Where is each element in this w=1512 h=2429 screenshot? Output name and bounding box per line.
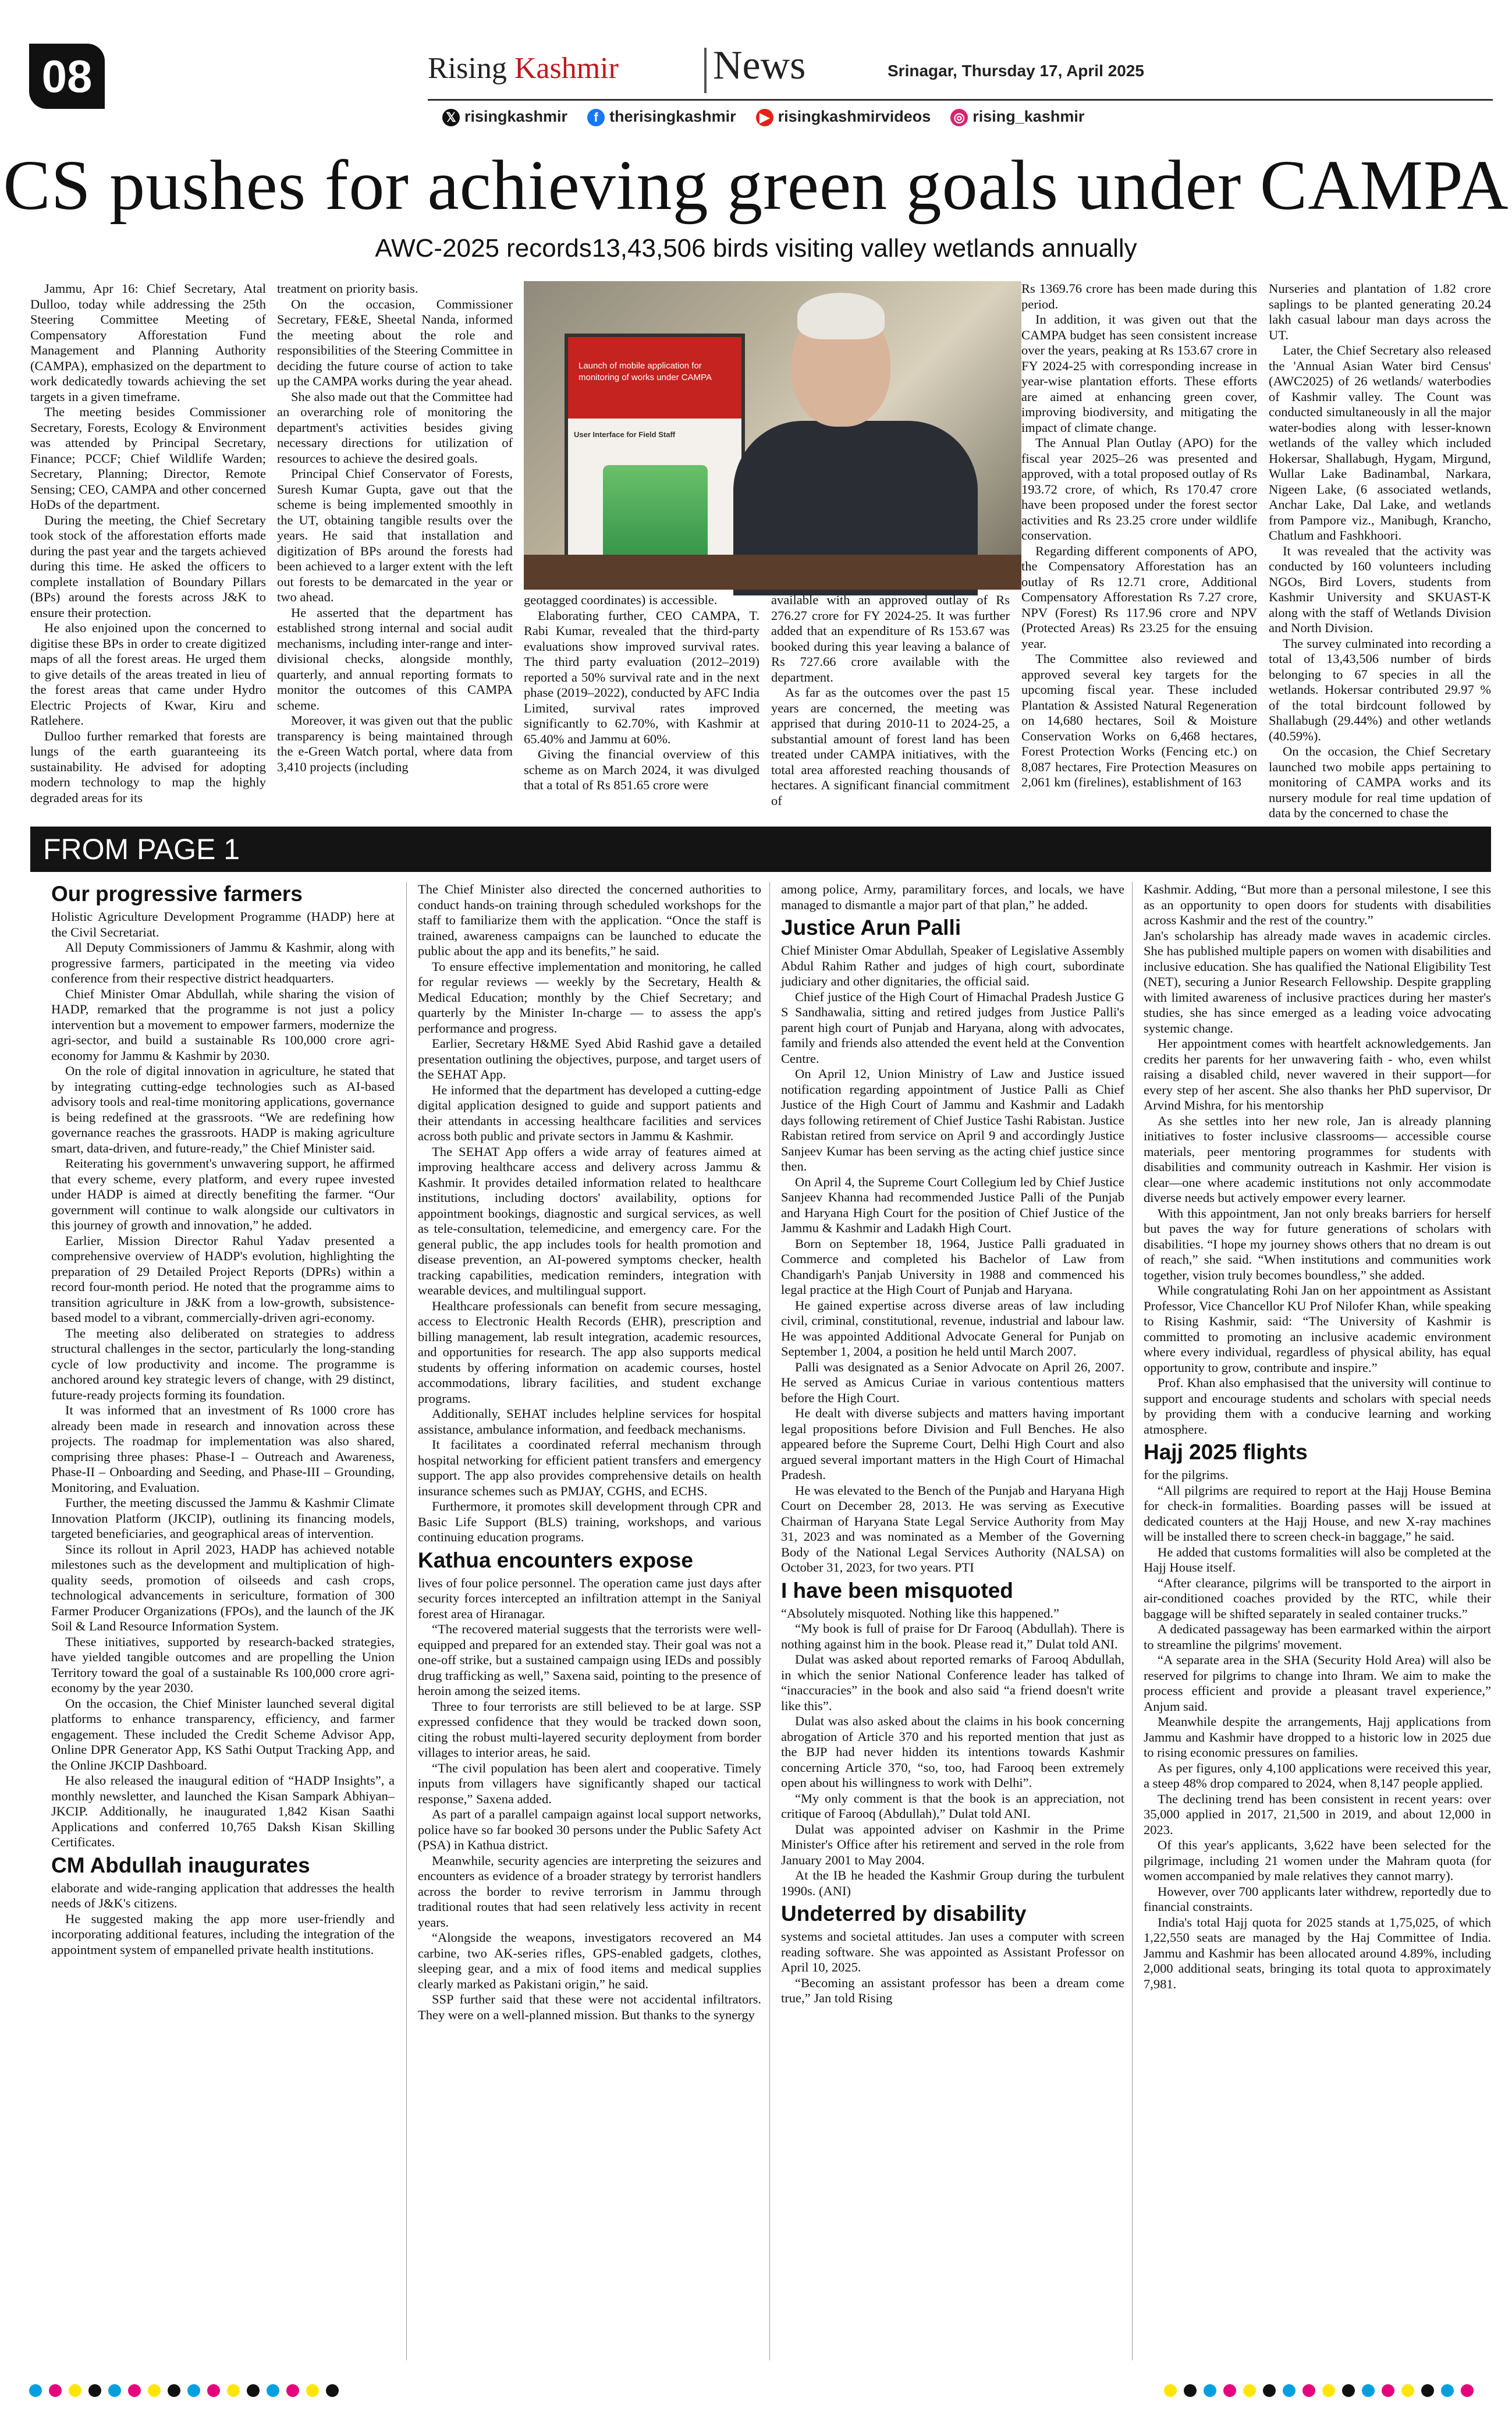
color-swatch [1421, 2384, 1434, 2397]
paragraph: systems and societal attitudes. Jan uses a computer with screen reading software. She was appointed as Assistant Professor on April 10, 2025. [781, 1929, 1124, 1974]
story-title-misquoted: I have been misquoted [781, 1578, 1013, 1602]
lead-column-3 [524, 593, 759, 793]
color-swatch [148, 2384, 161, 2397]
paragraph: Healthcare professionals can benefit from secure messaging, access to Electronic Health Records (EHR), prescription and billing management, lab result integration, academic resources, and opportunities for research. The app also supports medical students by offering information on academic courses, hostel accommodations, library facilities, and student exchange programs. [418, 1298, 761, 1406]
lead-subhead: AWC-2025 records13,43,506 birds visiting valley wetlands annually [375, 234, 1137, 263]
paragraph: elaborate and wide-ranging application that addresses the health needs of J&K's citizens. [51, 1880, 395, 1910]
paragraph: On April 12, Union Ministry of Law and Justice issued notification regarding appointment of Justice Palli as Chief Justice of the High Court of Jammu and Kashmir and Ladakh days following retirement of Chief Justice Tashi Rabistan. Justice Rabistan retired from service on April 9 and accordingly Justice Sanjeev Kumar has been serving as the acting chief justice since then. [781, 1066, 1124, 1173]
color-swatch [267, 2384, 279, 2397]
color-swatch [1204, 2384, 1216, 2397]
paragraph: The Annual Plan Outlay (APO) for the fiscal year 2025–26 was presented and approved, with a total proposed outlay of Rs 193.72 crore, of which, Rs 170.47 crore have been proposed under the forest sector activities and Rs 23.25 crore under wildlife conservation. [1021, 435, 1257, 542]
color-swatch [49, 2384, 62, 2397]
paragraph: Chief justice of the High Court of Himachal Pradesh Justice G S Sandhawalia, sitting and retired judges from Justice Palli's parent high court of Punjab and Haryana, along with advocates, family and friends also attended the event held at the Convention Centre. [781, 989, 1124, 1066]
social-item[interactable] [950, 105, 1084, 128]
paragraph: He added that customs formalities will also be completed at the Hajj House itself. [1144, 1544, 1491, 1575]
story-body-misquoted [781, 1606, 1124, 1899]
paragraph: Jan's scholarship has already made waves in academic circles. She has published multiple papers on women with disabilities and inclusive education. She has qualified the National Eligibility Test (NET), securing a Junior Research Fellowship. Despite grappling with limited awareness of inclusive practices during her master's studies, she has since emerged as a leading voice advocating systemic change. [1144, 928, 1491, 1036]
color-swatch [247, 2384, 260, 2397]
masthead-divider [704, 48, 707, 93]
paragraph: “My only comment is that the book is an appreciation, not critique of Farooq (Abdullah),” Dulat told ANI. [781, 1790, 1124, 1821]
story-disability-split-start: “Becoming an assistant professor has been a dream come true,” Jan told Rising [781, 1975, 1124, 2005]
story-body-disability [781, 1929, 1124, 1976]
paragraph: Chief Minister Omar Abdullah, while sharing the vision of HADP, remarked that the programme is not just a policy intervention but a movement to empower farmers, modernize the agri-sector, and build a sustainable Rs 100,000 crore agri-economy for Jammu & Kashmir by 2030. [51, 986, 395, 1063]
paragraph: Of this year's applicants, 3,622 have been selected for the pilgrimage, including 21 women under the Mahram quota (for women accompanied by male relatives they cannot marry). [1144, 1838, 1491, 1883]
color-swatch [1401, 2384, 1414, 2397]
masthead-rule [428, 99, 1493, 101]
lead-column-6 [1269, 281, 1491, 820]
paragraph: available with an approved outlay of Rs 276.27 crore for FY 2024-25. It was further added that an expenditure of Rs 153.67 was booked during this year leaving a balance of Rs 727.66 crore available with the department. [771, 593, 1010, 685]
paragraph: On the occasion, the Chief Minister launched several digital platforms to enhance transparency, efficiency, and farmer engagement. These included the Credit Scheme Advisor App, Online DPR Generator App, KS Sathi Output Tracking App, and the Online JKCIP Dashboard. [51, 1696, 395, 1772]
social-handle: risingkashmir [464, 108, 568, 125]
screen-label-top: User Interface for Field Staff [574, 430, 676, 439]
lead-column-1 [30, 281, 266, 805]
paragraph: lives of four police personnel. The operation came just days after security forces intercepted an infiltration attempt in the Saniyal forest area of Hiranagar. [418, 1575, 761, 1621]
color-swatch [1382, 2384, 1394, 2397]
paragraph: “Alongside the weapons, investigators recovered an M4 carbine, two AK-series rifles, GPS-enabled gadgets, clothes, sleeping gear, and a mix of food items and medical supplies clearly marked as Pakistani origin,” he said. [418, 1930, 761, 1991]
desk [524, 555, 1021, 590]
paragraph: Her appointment comes with heartfelt acknowledgements. Jan credits her parents for her unwavering faith - who, even whilst raising a disabled child, never wavered in their support—for every step of her ascent. She also thanks her PhD supervisor, Dr Arvind Mishra, for his mentorship [1144, 1036, 1491, 1112]
app-screens [603, 465, 708, 570]
paragraph: Three to four terrorists are still believed to be at large. SSP expressed confidence that they would be tracked down soon, citing the robust multi-layered security deployment from border villages to interior areas, he said. [418, 1698, 761, 1760]
color-swatch [1243, 2384, 1256, 2397]
paragraph: Holistic Agriculture Development Programme (HADP) here at the Civil Secretariat. [51, 909, 395, 939]
color-swatch [1263, 2384, 1276, 2397]
paragraph: It facilitates a coordinated referral mechanism through hospital networking for efficient patient transfers and emergency support. The app also provides comprehensive details on health insurance schemes such as PMJAY, CGHS, and ECHS. [418, 1437, 761, 1498]
person-hair [797, 293, 885, 339]
paragraph: The SEHAT App offers a wide array of features aimed at improving healthcare access and delivery across Jammu & Kashmir. It provides detailed information related to healthcare institutions, including doctors' availability, options for appointment bookings, diagnostic and surgical services, as well as tele-consultation, telemedicine, and emergency care. For the general public, the app includes tools for health promotion and disease prevention, an AI-powered symptoms checker, health tracking capabilities, medication reminders, integration with wearable devices, and multilingual support. [418, 1144, 761, 1297]
paragraph: On April 4, the Supreme Court Collegium led by Chief Justice Sanjeev Khanna had recommended Justice Palli of the Punjab and Haryana High Court for the position of Chief Justice of the Jammu & Kashmir and Ladakh High Court. [781, 1174, 1124, 1235]
column-rule [769, 882, 770, 2360]
paragraph: Born on September 18, 1964, Justice Palli graduated in Commerce and completed his Bachelor of Law from Chandigarh's Panjab University in 1988 and commenced his legal practice at the High Court of Punjab and Haryana. [781, 1236, 1124, 1297]
color-swatch [108, 2384, 121, 2397]
paragraph: The meeting also deliberated on strategies to address structural challenges in the sector, particularly the long-standing cycle of low productivity and income. The programme is anchored around key strategic levers of change, with 29 distinct, future-ready projects forming its foundation. [51, 1325, 395, 1402]
dateline: Srinagar, Thursday 17, April 2025 [888, 62, 1144, 80]
paragraph: It was informed that an investment of Rs 1000 crore has already been made in research and innovation across these projects. The roadmap for implementation was also shared, comprising three phases: Phase-I – Outreach and Awareness, Phase-II – Onboarding and Seeding, and Phase-III – Grounding, Monitoring, and Evaluation. [51, 1403, 395, 1495]
paragraph: The declining trend has been consistent in recent years: over 35,000 applied in 2017, 21,500 in 2019, and about 12,000 in 2023. [1144, 1791, 1491, 1837]
lead-column-5 [1021, 281, 1257, 793]
paragraph: These initiatives, supported by research-backed strategies, have yielded tangible outcomes and are propelling the Union Territory toward the goal of a sustainable Rs 100,000 crore agri-economy by the year 2030. [51, 1634, 395, 1695]
color-swatch [1362, 2384, 1375, 2397]
color-swatch [1223, 2384, 1236, 2397]
from-page-column-2 [418, 882, 761, 2369]
paragraph: “The civil population has been alert and cooperative. Timely inputs from villagers have significantly shaped our tactical response,” Saxena added. [418, 1760, 761, 1806]
paragraph: “The recovered material suggests that the terrorists were well-equipped and prepared for an extended stay. Their goal was not a one-off strike, but a sustained campaign using IEDs and possibly drug trafficking as well,” Saxena said, pointing to the presence of heroin among the seized items. [418, 1622, 761, 1698]
column-rule [406, 882, 407, 2360]
brand-rising: Rising [428, 52, 507, 85]
paragraph: Since its rollout in April 2023, HADP has achieved notable milestones such as the development and multiplication of high-quality seeds, promotion of oilseeds and cash crops, technological advancements in sericulture, formation of 300 Farmer Producer Organizations (FPOs), and the launch of the JK Soil & Land Resource Information System. [51, 1541, 395, 1633]
paragraph: Further, the meeting discussed the Jammu & Kashmir Climate Innovation Platform (JKCIP), outlining its financing models, targeted beneficiaries, and geographical areas of intervention. [51, 1495, 395, 1541]
paragraph: Regarding different components of APO, the Compensatory Afforestation has an outlay of Rs 12.71 crore, Additional Compensatory Afforestation Rs 7.27 crore, NPV (Forest) Rs 117.96 crore and NPV (Protected Areas) Rs 23.25 for the ensuing year. [1021, 543, 1257, 651]
paragraph: treatment on priority basis. [277, 281, 418, 296]
paragraph: He asserted that the department has established strong internal and social audit mechanisms, including inter-range and inter-divisional checks, alongside monthly, quarterly, and annual reporting formats to monitor the outcomes of this CAMPA scheme. [277, 605, 513, 712]
facebook-icon: f [587, 109, 605, 126]
x-icon: 𝕏 [442, 109, 460, 126]
paragraph: As part of a parallel campaign against local support networks, police have so far booked 30 persons under the Public Safety Act (PSA) in Kathua district. [418, 1807, 761, 1852]
paragraph: Earlier, Mission Director Rahul Yadav presented a comprehensive overview of HADP's evolution, highlighting the preparation of 29 Detailed Project Reports (DPRs) within a record four-month period. He noted that the programme aims to transition agriculture in J&K from a low-growth, subsistence-based model to a vibrant, commercially-driven agri-economy. [51, 1233, 395, 1325]
color-swatch [69, 2384, 81, 2397]
paragraph: Dulat was appointed adviser on Kashmir in the Prime Minister's Office after his retirement and served in the role from January 2001 to May 2004. [781, 1821, 1124, 1867]
story-body-disability-cont [1144, 928, 1491, 1438]
paragraph: Rs 1369.76 crore has been made during this period. [1021, 281, 1257, 311]
column-rule [1132, 882, 1133, 2360]
color-swatch [1342, 2384, 1355, 2397]
color-swatch [128, 2384, 141, 2397]
color-swatch [1302, 2384, 1315, 2397]
story-body-cm-cont [418, 882, 761, 1545]
paragraph: He also released the inaugural edition of “HADP Insights”, a monthly newsletter, and launched the Kisan Sampark Abhiyan–JKCIP. Additionally, he inaugurated 1,842 Kisan Saathi Applications and conferred 10,765 Daksh Kisan Skilling Certificates. [51, 1773, 395, 1849]
paragraph: “A separate area in the SHA (Security Hold Area) will also be reserved for pilgrims to change into Ihram. We aim to make the process efficient and provide a pleasant travel experience,” Anjum said. [1144, 1653, 1491, 1714]
paragraph: Elaborating further, CEO CAMPA, T. Rabi Kumar, revealed that the third-party evaluations show improved survival rates. The third party evaluation (2012–2019) reported a 50% survival rate and in the next phase (2019–2022), conducted by AFC India Limited, survival rates improved significantly to 62.70%, with Kashmir at 65.40% and Jammu at 60%. [524, 608, 759, 746]
printer-marks [0, 2381, 1512, 2429]
story-body-palli [781, 943, 1124, 1576]
lead-photo [524, 281, 1021, 590]
paragraph: As per figures, only 4,100 applications were received this year, a steep 48% drop compared to 2024, when 8,147 people applied. [1144, 1760, 1491, 1790]
paragraph: Principal Chief Conservator of Forests, Suresh Kumar Gupta, gave out that the scheme is being implemented smoothly in the UT, obtaining tangible results over the years. He said that installation and digitization of BPs around the forests had been achieved to a larger extent with the left out forests to be demarcated in the year or two ahead. [277, 466, 513, 604]
paragraph: To ensure effective implementation and monitoring, he called for regular reviews — weekly by the Secretary, Health & Medical Education; monthly by the Chief Secretary; and quarterly by the Minister In-charge — to assess the app's performance and progress. [418, 959, 761, 1036]
paragraph: It was revealed that the activity was conducted by 160 volunteers including NGOs, Bird Lovers, students from Kashmir University and SKUAST-K along with the staff of Wetlands Division and North Division. [1269, 543, 1491, 635]
story-title-farmers: Our progressive farmers [51, 882, 303, 906]
screen-banner: Launch of mobile application for monitoring of works under CAMPA [568, 337, 741, 419]
story-disability-split-end: Kashmir. Adding, “But more than a personal milestone, I see this as an opportunity to open doors for students with disabilities across Kashmir and the rest of the country.” [1144, 882, 1491, 927]
story-body-farmers [51, 909, 395, 1850]
paragraph: Furthermore, it promotes skill development through CPR and Basic Life Support (BLS) training, workshops, and various continuing education programs. [418, 1499, 761, 1544]
paragraph: Chief Minister Omar Abdullah, Speaker of Legislative Assembly Abdul Rahim Rather and judges of high court, subordinate judiciary and other dignitaries, the official said. [781, 943, 1124, 988]
social-handle: rising_kashmir [972, 108, 1085, 125]
story-kathua-cont: among police, Army, paramilitary forces, and locals, we have managed to dismantle a major part of that plan,” he added. [781, 882, 1124, 912]
paragraph: for the pilgrims. [1144, 1467, 1229, 1482]
paragraph: Giving the financial overview of this scheme as on March 2024, it was divulged that a total of Rs 851.65 crore were [524, 747, 759, 792]
story-title-disability: Undeterred by disability [781, 1902, 1027, 1926]
lead-column-2 [277, 281, 513, 793]
paragraph: As far as the outcomes over the past 15 years are concerned, the meeting was apprised that during 2010-11 to 2024-25, a substantial amount of forest land has been treated under CAMPA initiatives, with the total area afforested reaching thousands of hectares. A significant financial commitment of [771, 685, 1010, 808]
paragraph: “All pilgrims are required to report at the Hajj House Bemina for check-in formalities. Boarding passes will be issued at dedicated counters at the Hajj House, and new X-ray machines will be installed there to screen check-in baggage,” he said. [1144, 1483, 1491, 1544]
paragraph: Prof. Khan also emphasised that the university will continue to support and encourage students and scholars with special needs by providing them with a conducive learning and working atmosphere. [1144, 1375, 1491, 1437]
presentation-screen [565, 334, 745, 584]
paragraph: He was elevated to the Bench of the Punjab and Haryana High Court on December 28, 2013. He was serving as Executive Chairman of Haryana State Legal Service Authority from May 31, 2023 and was nominated as a Member of the Governing Body of the National Legal Services Authority (NALSA) on October 31, 2023, for two years. PTI [781, 1483, 1124, 1575]
paragraph: Meanwhile, security agencies are interpreting the seizures and encounters as evidence of a broader strategy by terrorist handlers across the border to revive terrorism in Jammu through traditional routes that had seen relatively less activity in recent years. [418, 1853, 761, 1930]
color-swatch [286, 2384, 299, 2397]
color-swatch [1461, 2384, 1474, 2397]
paragraph: On the occasion, Commissioner Secretary, FE&E, Sheetal Nanda, informed the meeting about the role and responsibilities of the Steering Committee in deciding the future course of action to take up the CAMPA works during the year ahead. [277, 296, 513, 388]
from-page-column-4 [1144, 882, 1491, 2369]
paragraph: He dealt with diverse subjects and matters having important legal propositions before Division and Full Benches. He also appeared before the Supreme Court, Delhi High Court and also argued several important matters in the High Court of Himachal Pradesh. [781, 1406, 1124, 1482]
youtube-icon: ▶ [756, 109, 773, 126]
story-title-palli: Justice Arun Palli [781, 916, 961, 939]
instagram-icon: ◎ [950, 109, 968, 126]
paragraph: With this appointment, Jan not only breaks barriers for herself but paves the way for future generations of scholars with disabilities. “I hope my journey shows others that no dream is out of reach,” she said. “When institutions and communities work together, vision truly becomes boundless,” she added. [1144, 1205, 1491, 1282]
paragraph: Dulat was also asked about the claims in his book concerning abrogation of Article 370 and his reported mention that just as the BJP had never hidden its intentions towards Kashmir concerning Article 370, “so, too, had Farooq been extremely open about his willingness to work with Delhi”. [781, 1714, 1124, 1790]
color-swatch [1283, 2384, 1296, 2397]
paragraph: Later, the Chief Secretary also released the 'Annual Asian Water bird Census' (AWC2025) of 26 wetlands/ waterbodies of Kashmir valley. The Count was conducted simultaneously in all the major water-bodies along with lesser-known wetlands of the valley which included Hokersar, Shallabugh, Hygam, Mirgund, Wullar Lake Badinambal, Narkara, Nigeen Lake, (6 associated wetlands, Anchar Lake, Dal Lake, and wetlands from Pampore viz., Manibugh, Krancho, Chatlum and Fashkhoori. [1269, 343, 1491, 542]
story-body-cm [51, 1881, 395, 1958]
paragraph: Meanwhile despite the arrangements, Hajj applications from Jammu and Kashmir have dropped to a historic low in 2025 due to rising economic pressures on families. [1144, 1714, 1491, 1760]
page-number: 08 [29, 44, 105, 109]
paragraph: “My book is full of praise for Dr Farooq (Abdullah). There is nothing against him in the book. Please read it,” Dulat told ANI. [781, 1621, 1124, 1651]
color-swatch [1164, 2384, 1177, 2397]
paragraph: As she settles into her new role, Jan is already planning initiatives to foster inclusive classrooms— accessible course materials, peer mentoring programmes for students with disabilities and community outreach in Kashmir. Her vision is clear—one where academic institutions not only accommodate diverse needs but actively empower every learner. [1144, 1113, 1491, 1205]
paragraph: The survey culminated into recording a total of 13,43,506 number of birds belonging to 67 species in all the wetlands. Hokersar contributed 29.97 % of the total birdcount followed by Shallabugh (29.44%) and other wetlands (40.59%). [1269, 636, 1491, 743]
paragraph: The Committee also reviewed and approved several key targets for the upcoming fiscal year. These included Plantation & Assisted Natural Regeneration on 14,680 hectares, Soil & Moisture Conservation Works on 6,468 hectares, Forest Protection Works (Fencing etc.) on 8,087 hectares, Fire Protection Measures on 2,061 km (firelines), establishment of 163 [1021, 651, 1257, 789]
social-item[interactable] [442, 105, 567, 128]
paragraph: However, over 700 applicants later withdrew, reportedly due to financial constraints. [1144, 1884, 1491, 1914]
paragraph: The Chief Minister also directed the concerned authorities to conduct hands-on training through scheduled workshops for the staff to familiarize them with the application. “Once the staff is trained, awareness campaigns can be launched to educate the public about the app and its benefits,” he said. [418, 882, 761, 958]
color-swatch [29, 2384, 42, 2397]
paragraph: Reiterating his government's unwavering support, he affirmed that every scheme, every platform, and every rupee invested under HADP is aimed at directly benefiting the farmer. “Our government will continue to walk alongside our cultivators in this journey of growth and innovation,” he added. [51, 1156, 395, 1232]
paragraph: India's total Hajj quota for 2025 stands at 1,75,025, of which 1,22,550 seats are managed by the Haj Committee of India. Jammu and Kashmir has been allocated around 4.89%, including 2,000 additional seats, bringing its total quota to approximately 7,981. [1144, 1914, 1491, 1991]
from-page-banner: FROM PAGE 1 [30, 827, 1491, 872]
paragraph: Earlier, Secretary H&ME Syed Abid Rashid gave a detailed presentation outlining the objectives, purpose, and target users of the SEHAT App. [418, 1036, 761, 1081]
paragraph: “Absolutely misquoted. Nothing like this happened.” [781, 1605, 1060, 1620]
paragraph: On the occasion, the Chief Secretary launched two mobile apps pertaining to monitoring of CAMPA works and its nursery module for real time updation of data by the concerned to chase the [1269, 744, 1491, 820]
from-page-column-3 [781, 882, 1124, 2369]
lead-headline: CS pushes for achieving green goals under CAMPA [3, 146, 1509, 225]
color-swatch [88, 2384, 101, 2397]
paragraph: Nurseries and plantation of 1.82 crore saplings to be planted generating 20.24 lakh casual labour man days across the UT. [1269, 281, 1491, 342]
paragraph: Moreover, it was given out that the public transparency is being maintained through the e-Green Watch portal, where data from 3,410 projects (including [277, 713, 513, 774]
paragraph: While congratulating Rohi Jan on her appointment as Assistant Professor, Vice Chancellor KU Prof Nilofer Khan, while speaking to Rising Kashmir, said: “The University of Kashmir is committed to promoting an inclusive academic environment where every individual, regardless of physical ability, has equal opportunity to grow, contribute and inspire.” [1144, 1283, 1491, 1375]
color-swatch [227, 2384, 240, 2397]
masthead [0, 0, 1512, 135]
paragraph: He informed that the department has developed a cutting-edge digital application designed to guide and support patients and their attendants in accessing healthcare facilities and services across both public and private sectors in Jammu & Kashmir. [418, 1082, 761, 1143]
paragraph: A dedicated passageway has been earmarked within the airport to streamline the pilgrims' movement. [1144, 1622, 1491, 1652]
brand-kashmir: Kashmir [514, 52, 619, 85]
social-handle: therisingkashmir [609, 108, 736, 125]
paragraph: Dulat was asked about reported remarks of Farooq Abdullah, in which the senior National Conference leader has talked of “inaccuracies” in the book and also said “a friend doesn't write like this”. [781, 1652, 1124, 1713]
color-swatch [1441, 2384, 1454, 2397]
lead-column-4 [771, 593, 1010, 808]
story-body-hajj [1144, 1467, 1491, 1992]
paragraph: Additionally, SEHAT includes helpline services for hospital assistance, ambulance information, and feedback mechanisms. [418, 1406, 761, 1437]
color-swatch [326, 2384, 339, 2397]
social-handle: risingkashmirvideos [778, 108, 931, 125]
paragraph: Dulloo further remarked that forests are lungs of the earth guaranteeing its sustainability. He advised for adopting modern technology to map the highly degraded areas for its [30, 728, 266, 805]
paragraph: geotagged coordinates) is accessible. [524, 593, 718, 607]
social-item[interactable] [587, 105, 736, 128]
story-title-cm: CM Abdullah inaugurates [51, 1853, 310, 1877]
section-title: News [713, 43, 806, 88]
paragraph: All Deputy Commissioners of Jammu & Kashmir, along with progressive farmers, participated in the meeting via video conference from their respective district headquarters. [51, 940, 395, 985]
paragraph: Palli was designated as a Senior Advocate on April 26, 2007. He served as Amicus Curiae in various contentious matters before the High Court. [781, 1359, 1124, 1405]
paragraph: During the meeting, the Chief Secretary took stock of the afforestation efforts made during the past year and the targets achieved during this time. He asked the officers to complete installation of Boundary Pillars (BPs) around the forests across J&K to ensure their protection. [30, 512, 266, 620]
paragraph: He also enjoined upon the concerned to digitise these BPs in order to create digitized maps of all the forest areas. He urged them to give details of the areas treated in lieu of the forest areas that came under Hydro Electric Projects of Kwar, Kiru and Ratlehere. [30, 620, 266, 728]
story-kathua-last: SSP further said that these were not accidental infiltrators. They were on a well-planned mission. But thanks to the synergy [418, 1992, 761, 2022]
story-body-kathua [418, 1576, 761, 1992]
social-item[interactable] [756, 105, 931, 128]
paragraph: Jammu, Apr 16: Chief Secretary, Atal Dulloo, today while addressing the 25th Steering Committee Meeting of Compensatory Afforestation Fund Management and Planning Authority (CAMPA), emphasized on the department to work dedicatedly towards achieving the set targets in a given timeframe. [30, 281, 266, 404]
paragraph: In addition, it was given out that the CAMPA budget has seen consistent increase over the years, peaking at Rs 153.67 crore in FY 2024-25 with corresponding increase in year-wise plantation efforts. These efforts are aimed at enhancing green cover, improving biodiversity, and mitigating the impact of climate change. [1021, 312, 1257, 435]
paragraph: On the role of digital innovation in agriculture, he stated that by integrating cutting-edge technologies such as AI-based advisory tools and real-time monitoring applications, governance is being redefined at the grassroots. “We are redefining how governance reaches the grassroots. HADP is making agriculture smart, data-driven, and future-ready,” the Chief Minister said. [51, 1063, 395, 1155]
color-swatch [306, 2384, 319, 2397]
color-swatch [1184, 2384, 1197, 2397]
brand-logo [428, 54, 619, 84]
color-swatch [207, 2384, 220, 2397]
paragraph: He suggested making the app more user-friendly and incorporating additional features, including the integration of the appointment system of empanelled private health institutions. [51, 1911, 395, 1957]
color-swatch [1322, 2384, 1335, 2397]
story-title-kathua: Kathua encounters expose [418, 1548, 693, 1572]
paragraph: “After clearance, pilgrims will be transported to the airport in air-conditioned coaches provided by the RTC, while their baggage will be shifted separately in sealed container trucks.” [1144, 1575, 1491, 1621]
paragraph: She also made out that the Committee had an overarching role of monitoring the department's activities besides giving necessary directions for utilization of resources to achieve the desired goals. [277, 389, 513, 466]
social-handles [442, 105, 1084, 128]
color-swatch [187, 2384, 200, 2397]
color-swatch [168, 2384, 180, 2397]
paragraph: The meeting besides Commissioner Secretary, Forests, Ecology & Environment was attended by Principal Secretary, Finance; PCCF; Chief Wildlife Warden; Secretary, Planning; Director, Remote Sensing; CEO, CAMPA and other concerned HoDs of the department. [30, 405, 266, 512]
from-page-column-1 [51, 879, 395, 2369]
paragraph: At the IB he headed the Kashmir Group during the turbulent 1990s. (ANI) [781, 1868, 1124, 1898]
paragraph: He gained expertise across diverse areas of law including civil, criminal, constitutional, revenue, industrial and labour law. He was appointed Additional Advocate General for Punjab on September 1, 2004, a position he held until March 2007. [781, 1297, 1124, 1359]
story-title-hajj: Hajj 2025 flights [1144, 1440, 1308, 1464]
